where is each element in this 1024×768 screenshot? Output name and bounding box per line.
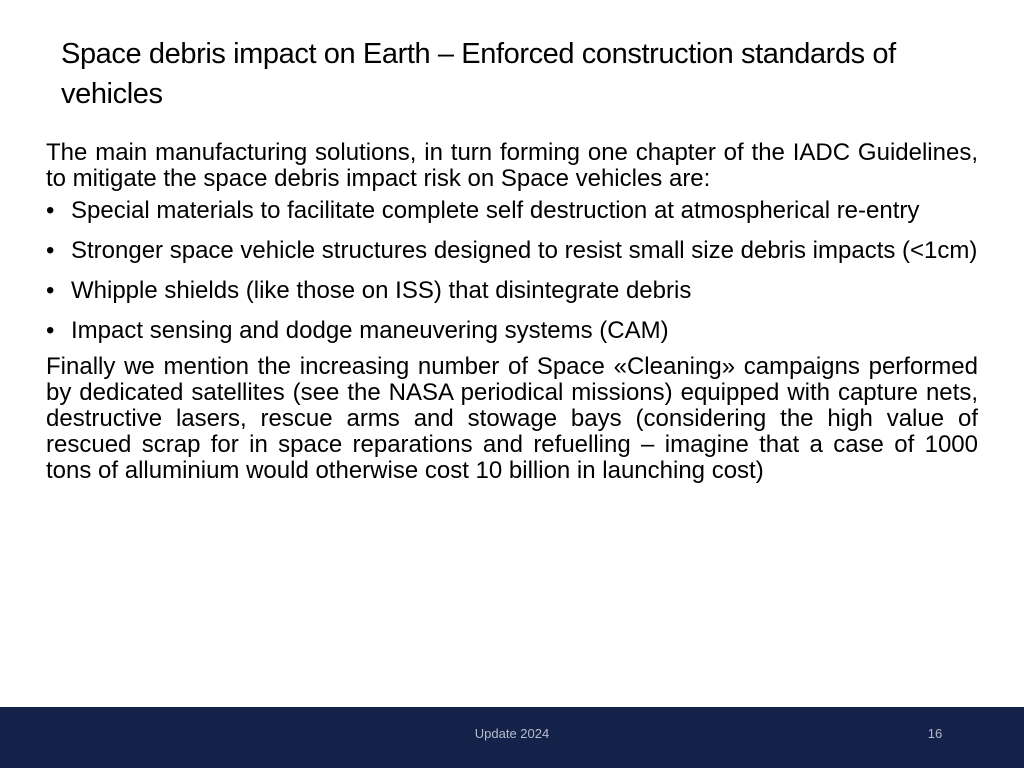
footer-label: Update 2024: [474, 726, 550, 741]
bullet-text: Stronger space vehicle structures designed to resist small size debris impacts (<1cm): [71, 237, 978, 264]
bullet-list: [46, 198, 978, 344]
list-item: [46, 318, 978, 344]
list-item: [46, 238, 978, 264]
bullet-icon: •: [46, 277, 55, 304]
footer-bar: [0, 707, 1024, 768]
list-item: [46, 198, 978, 224]
bullet-text: Whipple shields (like those on ISS) that disintegrate debris: [71, 277, 692, 304]
bullet-icon: •: [46, 237, 55, 264]
slide-body: [46, 140, 978, 484]
slide-title: Space debris impact on Earth – Enforced construction standards of vehicles: [61, 38, 896, 110]
bullet-icon: •: [46, 317, 55, 344]
bullet-text: Special materials to facilitate complete self destruction at atmospherical re-entry: [71, 197, 920, 224]
bullet-icon: •: [46, 197, 55, 224]
closing-paragraph: Finally we mention the increasing number of Space «Cleaning» campaigns performed by dedicated satellites (see the NASA periodical missions) equipped with capture nets, destructive lasers, rescue arms and stowage bays (considering the high value of rescued scrap for in space reparations and refuelling – imagine that a case of 1000 tons of alluminium would otherwise cost 10 billion in launching cost): [46, 353, 978, 484]
bullet-text: Impact sensing and dodge maneuvering systems (CAM): [71, 317, 669, 344]
page-number: 16: [927, 726, 943, 741]
intro-paragraph: The main manufacturing solutions, in turn forming one chapter of the IADC Guidelines, to mitigate the space debris impact risk on Space vehicles are:: [46, 139, 978, 192]
list-item: [46, 278, 978, 304]
